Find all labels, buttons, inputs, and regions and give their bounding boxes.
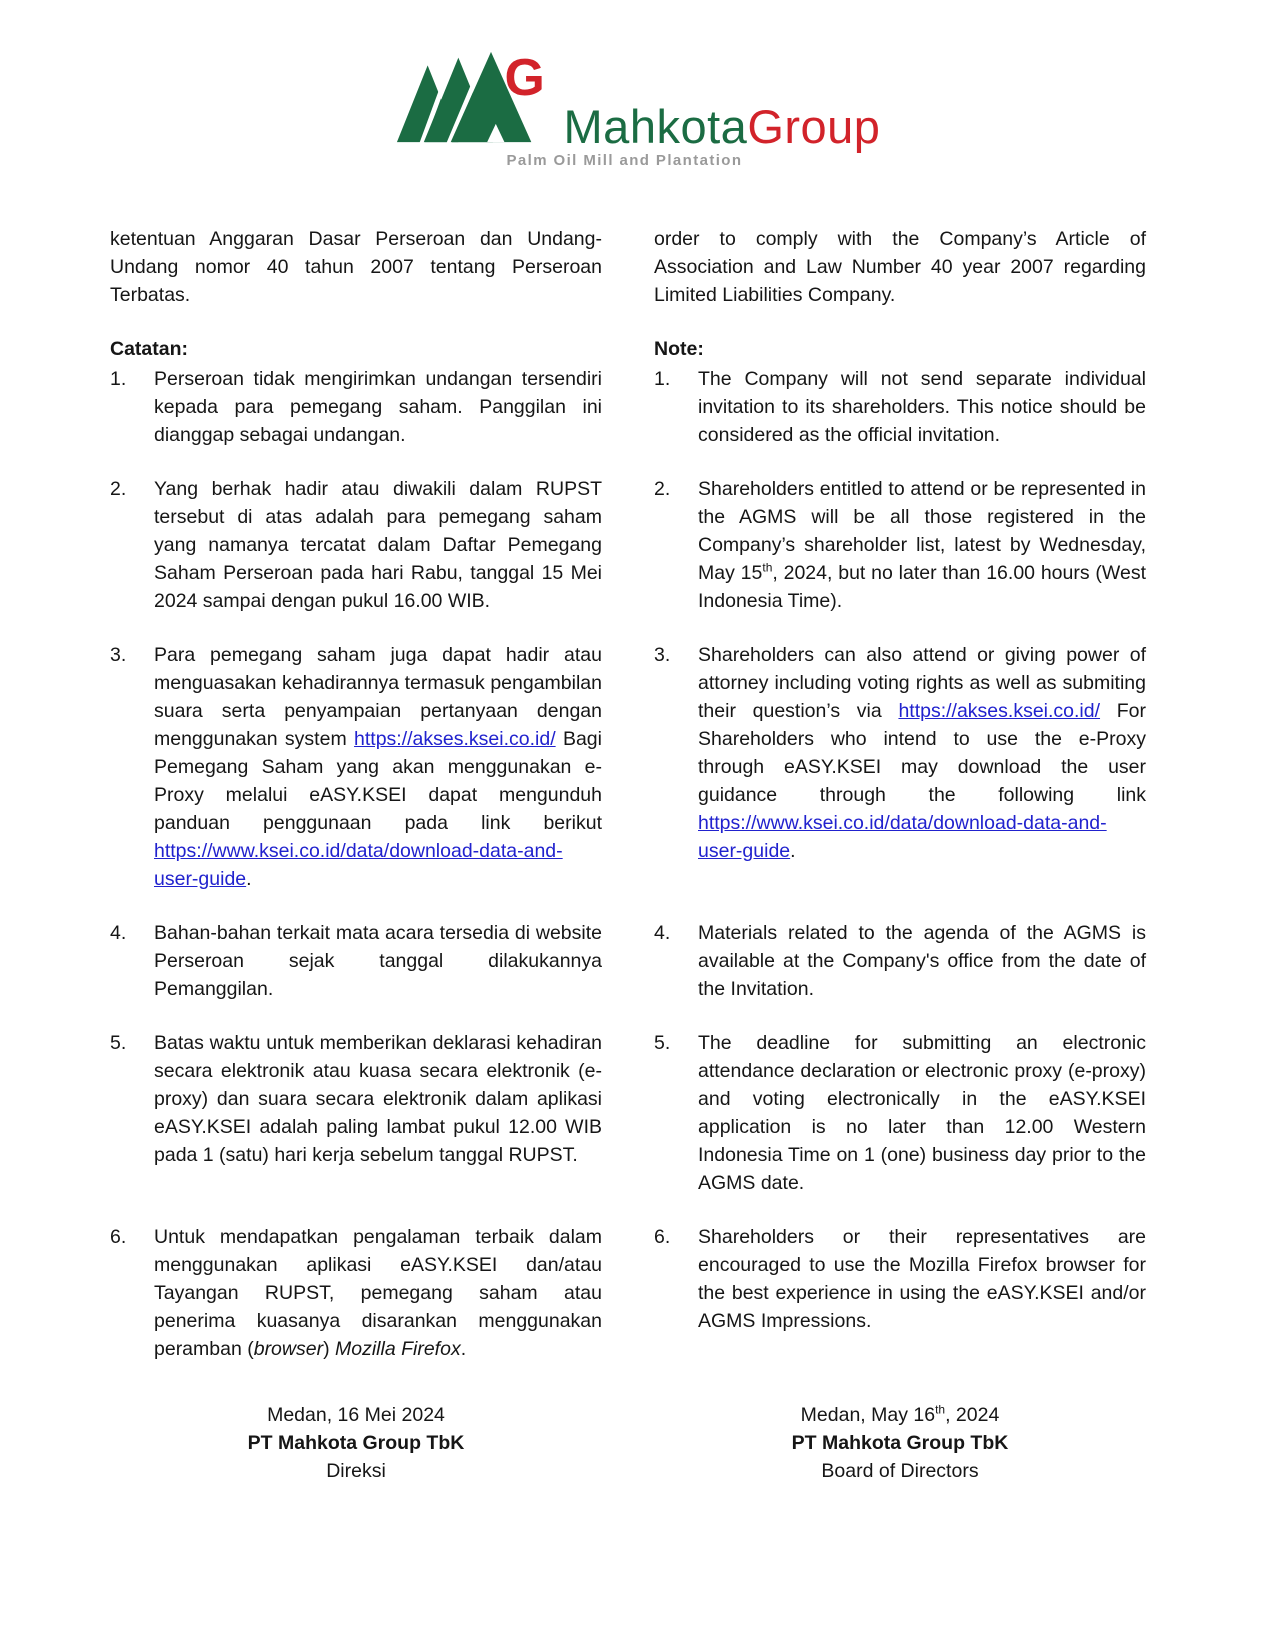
ksei-access-link[interactable]: https://akses.ksei.co.id/ bbox=[898, 700, 1101, 722]
item-text: Materials related to the agenda of the AGMS is available at the Company's office from the date of the Invitation. bbox=[698, 922, 1146, 1000]
signature-role: Direksi bbox=[326, 1460, 386, 1482]
item-text: Bahan-bahan terkait mata acara tersedia di website Perseroan sejak tanggal dilakukannya Pemanggilan. bbox=[154, 922, 602, 1000]
signature-block-en bbox=[654, 1401, 1146, 1485]
intro-paragraph-id: ketentuan Anggaran Dasar Perseroan dan Undang-Undang nomor 40 tahun 2007 tentang Perseroan Terbatas. bbox=[110, 228, 602, 306]
ordinal-superscript: th bbox=[762, 560, 773, 575]
item-text: Perseroan tidak mengirimkan undangan tersendiri kepada para pemegang saham. Panggilan ini dianggap sebagai undangan. bbox=[154, 368, 602, 446]
italic-term-firefox: Mozilla Firefox bbox=[335, 1338, 461, 1360]
notes-heading-en: Note: bbox=[654, 338, 704, 360]
item-text-segment: Shareholders can also attend or giving power of attorney including voting rights as well as submiting their question’s via bbox=[698, 644, 1146, 722]
logo-header bbox=[0, 0, 1275, 169]
signature-block-id bbox=[110, 1401, 602, 1485]
note-item-en-5 bbox=[654, 1029, 1146, 1197]
item-number: 6. bbox=[654, 1226, 671, 1248]
signature-company: PT Mahkota Group TbK bbox=[247, 1432, 465, 1454]
signature-role: Board of Directors bbox=[821, 1460, 979, 1482]
signature-date-segment: Medan, May 16 bbox=[800, 1404, 936, 1426]
intro-paragraph-en: order to comply with the Company’s Article of Association and Law Number 40 year 2007 regarding Limited Liabilities Company. bbox=[654, 228, 1146, 306]
intro-english bbox=[654, 225, 1146, 309]
logo-wordmark bbox=[563, 100, 881, 153]
signature-date: Medan, 16 Mei 2024 bbox=[267, 1404, 445, 1426]
item-text-segment: ) bbox=[323, 1338, 335, 1360]
item-text-segment: Untuk mendapatkan pengalaman terbaik dalam menggunakan aplikasi eASY.KSEI dan/atau Tayangan RUPST, pemegang saham atau penerima kuasanya disarankan menggunakan peramban ( bbox=[154, 1226, 602, 1360]
item-text-segment: . bbox=[790, 840, 796, 862]
item-text-segment: For Shareholders who intend to use the e-Proxy through eASY.KSEI may download the user guidance through the following link bbox=[698, 700, 1146, 806]
item-number: 3. bbox=[654, 644, 671, 666]
item-number: 5. bbox=[110, 1032, 127, 1054]
item-text: The Company will not send separate individual invitation to its shareholders. This notice should be considered as the official invitation. bbox=[698, 368, 1146, 446]
item-number: 4. bbox=[654, 922, 671, 944]
monogram-letter-g: G bbox=[503, 50, 545, 107]
note-item-en-6 bbox=[654, 1223, 1146, 1363]
ksei-access-link[interactable]: https://akses.ksei.co.id/ bbox=[354, 728, 556, 750]
item-text: Yang berhak hadir atau diwakili dalam RUPST tersebut di atas adalah para pemegang saham yang namanya tercatat dalam Daftar Pemegang Saham Perseroan pada hari Rabu, tanggal 15 Mei 2024 sampai dengan pukul 16.00 WIB. bbox=[154, 478, 602, 612]
item-number: 2. bbox=[654, 478, 671, 500]
item-number: 1. bbox=[654, 368, 671, 390]
item-text bbox=[154, 1223, 602, 1363]
ksei-guide-link[interactable]: https://www.ksei.co.id/data/download-data-and-user-guide bbox=[154, 840, 563, 890]
note-item-id-5 bbox=[110, 1029, 602, 1197]
note-item-id-2 bbox=[110, 475, 602, 615]
notes-heading-en-cell bbox=[654, 335, 1146, 363]
item-text-segment: Shareholders entitled to attend or be represented in the AGMS will be all those registered in the Company’s shareholder list, latest by Wednesday, May 15 bbox=[698, 478, 1146, 584]
item-text: The deadline for submitting an electronic attendance declaration or electronic proxy (e-proxy) and voting electronically in the eASY.KSEI application is no later than 12.00 Western Indonesia Time on 1 (one) business day prior to the AGMS date. bbox=[698, 1032, 1146, 1194]
item-text: Shareholders or their representatives are encouraged to use the Mozilla Firefox browser for the best experience in using the eASY.KSEI and/or AGMS Impressions. bbox=[698, 1226, 1146, 1332]
note-item-id-4 bbox=[110, 919, 602, 1003]
note-item-id-1 bbox=[110, 365, 602, 449]
wordmark-group: Group bbox=[747, 100, 881, 153]
note-item-en-4 bbox=[654, 919, 1146, 1003]
item-text bbox=[698, 641, 1146, 865]
note-item-en-3 bbox=[654, 641, 1146, 893]
item-text-segment: Para pemegang saham juga dapat hadir atau menguasakan kehadirannya termasuk pengambilan suara serta penyampaian pertanyaan dengan menggunakan system bbox=[154, 644, 602, 750]
item-number: 6. bbox=[110, 1226, 127, 1248]
item-text-segment: . bbox=[460, 1338, 467, 1360]
note-item-id-6 bbox=[110, 1223, 602, 1363]
note-item-id-3 bbox=[110, 641, 602, 893]
note-item-en-1 bbox=[654, 365, 1146, 449]
signature-date bbox=[654, 1401, 1146, 1429]
wordmark-mahkota: Mahkota bbox=[563, 100, 748, 153]
intro-indonesian bbox=[110, 225, 602, 309]
item-text bbox=[154, 641, 602, 893]
italic-term-browser: browser bbox=[253, 1338, 324, 1360]
item-number: 3. bbox=[110, 644, 127, 666]
item-number: 4. bbox=[110, 922, 127, 944]
item-text-segment: . bbox=[246, 868, 252, 890]
signature-company: PT Mahkota Group TbK bbox=[791, 1432, 1009, 1454]
ksei-guide-link[interactable]: https://www.ksei.co.id/data/download-data-and-user-guide bbox=[698, 812, 1107, 862]
item-text-segment: Bagi Pemegang Saham yang akan menggunakan e-Proxy melalui eASY.KSEI dapat mengunduh panduan penggunaan pada link berikut bbox=[154, 728, 602, 834]
item-text-segment: , 2024, but no later than 16.00 hours (West Indonesia Time). bbox=[698, 562, 1146, 612]
company-logo bbox=[395, 50, 881, 169]
logo-tagline: Palm Oil Mill and Plantation bbox=[506, 152, 743, 169]
notes-heading-id-cell bbox=[110, 335, 602, 363]
two-column-body bbox=[110, 225, 1275, 1485]
note-item-en-2 bbox=[654, 475, 1146, 615]
signature-date-segment: , 2024 bbox=[945, 1404, 1000, 1426]
notes-heading-id: Catatan: bbox=[110, 338, 189, 360]
item-number: 5. bbox=[654, 1032, 671, 1054]
mountain-monogram-icon bbox=[395, 50, 563, 146]
ordinal-superscript: th bbox=[935, 1402, 946, 1417]
item-number: 2. bbox=[110, 478, 127, 500]
item-number: 1. bbox=[110, 368, 127, 390]
item-text bbox=[698, 475, 1146, 615]
item-text: Batas waktu untuk memberikan deklarasi kehadiran secara elektronik atau kuasa secara elektronik (e-proxy) dan suara secara elektronik dalam aplikasi eASY.KSEI adalah paling lambat pukul 12.00 WIB pada 1 (satu) hari kerja sebelum tanggal RUPST. bbox=[154, 1032, 602, 1166]
